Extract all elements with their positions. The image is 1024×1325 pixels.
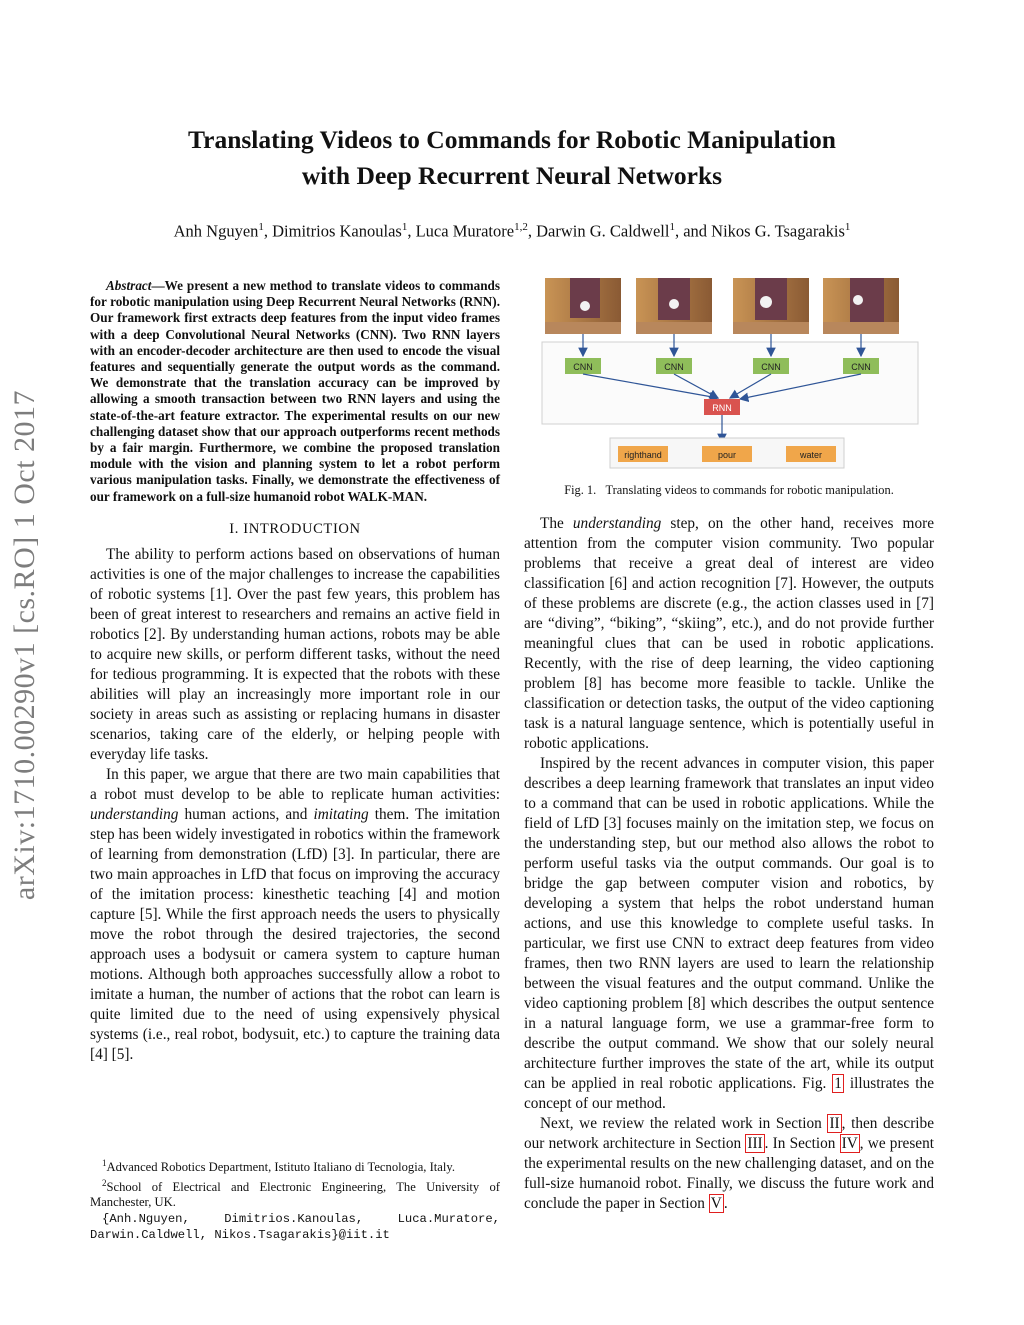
author-name: Nikos G. Tsagarakis [711, 221, 845, 241]
footnote-mark: 1 [102, 1158, 107, 1168]
author-affiliation: 1,2 [514, 221, 528, 233]
section-heading-introduction: I. INTRODUCTION [229, 520, 361, 537]
caption-label: Fig. 1. [564, 483, 597, 497]
footnote-text: School of Electrical and Electronic Engineering, The University of Manchester, UK. [90, 1179, 500, 1210]
text-run: . In Section [764, 1135, 840, 1152]
title-line-2: with Deep Recurrent Neural Networks [301, 161, 723, 190]
text-run: , we present the experimental results on the new challenging dataset, and on the full-size humanoid robot. Finally, we discuss the future work and conclude the paper in Section [524, 1135, 934, 1212]
footnote-1 [90, 1156, 500, 1176]
abstract-text: We present a new method to translate videos to commands for robotic manipulation using Deep Recurrent Neural Networks (RNN). Our framework first extracts deep features from the input video frames with a deep Convolutional Neural Networks (CNN). Two RNN layers with an encoder-decoder architecture are then used to encode the visual features and sequentially generate the output words as the command. We demonstrate that the translation accuracy can be improved by allowing a smooth transaction between two RNN layers and using the state-of-the-art feature extractor. The experimental results on our new challenging dataset show that our approach outperforms recent methods by a fair margin. Furthermore, we combine the proposed translation module with the vision and planning system to let a robot perform various manipulation tasks. Finally, we demonstrate the effectiveness of our framework on a full-size humanoid robot WALK-MAN. [90, 278, 500, 504]
abstract-label: Abstract [106, 278, 152, 293]
text-run: human actions, and [178, 805, 314, 823]
intro-paragraph-2 [90, 765, 500, 1065]
caption-text: Translating videos to commands for robotic manipulation. [605, 483, 894, 497]
figure-reference-link[interactable]: 1 [834, 1075, 842, 1092]
text-run: step, on the other hand, receives more attention from the computer vision community. Two popular problems that receive a great deal of interest are video classification [6] and action recognition [7]. However, the outputs of these problems are discrete (e.g., the action classes used in [7] are “diving”, “biking”, “skiing”, etc.), and do not provide further meaningful clues that can be used in robotic applications. Recently, with the rise of deep learning, the video captioning problem [8] has become more feasible to tackle. Unlike the classification or detection tasks, the output of the video captioning task is a natural language sentence, which is potentially useful in robotic applications. [524, 515, 934, 752]
video-frame [823, 278, 899, 334]
title-line-1: Translating Videos to Commands for Robotic Manipulation [188, 125, 836, 154]
footnote-2 [90, 1176, 500, 1211]
right-paragraph-3 [524, 1114, 934, 1214]
emphasis-understanding: understanding [572, 515, 662, 532]
author-name: Darwin G. Caldwell [536, 221, 670, 241]
right-paragraph-1 [524, 514, 934, 754]
figure-1 [540, 278, 930, 474]
author-affiliation: 1 [258, 221, 264, 233]
arxiv-identifier: arXiv:1710.00290v1 [cs.RO] 1 Oct 2017 [8, 389, 41, 901]
author-list [60, 215, 964, 244]
affiliation-footnotes [90, 1156, 500, 1244]
cnn-label: CNN [573, 362, 593, 372]
author-name: Dimitrios Kanoulas [272, 221, 402, 241]
figure-caption [524, 482, 934, 498]
output-word: pour [717, 450, 737, 460]
section-reference-link[interactable]: II [829, 1115, 840, 1132]
text-run: Inspired by the recent advances in computer vision, this paper describes a deep learning framework that translates an input video to a command that can be used in robotic applications. While the field of LfD [3] focuses mainly on the imitation step, we focus on the understanding step, but our method also allows the robot to perform useful tasks via the output commands. Our goal is to bridge the gap between computer vision and robotics, by developing a system that helps the robot understand human actions, and use this knowledge to complete useful tasks. In particular, we first use CNN to extract deep features from video frames, then two RNN layers are used to learn the relationship between the visual features and the output command. Unlike the video captioning problem [8] which describes the output sentence in a natural language form, we use a grammar-free form to describe the output command. We show that our solely neural architecture further improves the state of the art, while its output can be applied in real robotic applications. Fig. [524, 755, 934, 1092]
emphasis-imitating: imitating [313, 805, 369, 823]
output-word: righthand [624, 450, 662, 460]
section-reference-link[interactable]: IV [841, 1135, 858, 1152]
abstract [90, 278, 500, 505]
video-frame [733, 278, 809, 334]
text-run: them. The imitation step has been widely investigated in robotics within the framework of learning from demonstration (LfD) [3]. In particular, there are two main approaches in LfD that focus on improving the accuracy of the imitation process: kinesthetic teaching [4] and motion capture [5]. While the first approach needs the users to physically move the robot through the desired trajectories, the second approach uses a bodysuit or camera system to capture human motions. Although both approaches successfully allow a robot to imitate a human, the number of actions that the robot can learn is quite limited due to the need of using expensively physical systems (i.e., real robot, bodysuit, etc.) to capture the training data [4] [5]. [90, 805, 500, 1063]
author-name: Luca Muratore [415, 221, 515, 241]
text-run: Next, we review the related work in Section [540, 1115, 828, 1132]
intro-paragraph-1: The ability to perform actions based on observations of human activities is one of the major challenges to increase the capabilities of robotic systems [1]. Over the past few years, this problem has been of great interest to researchers and remains an active field in robotics [2]. By understanding human actions, robots may be able to acquire new skills, or perform different tasks, without the need for tedious programming. It is expected that the robots with these abilities will play an increasingly more important role in our society in areas such as assisting or replacing humans in disaster scenarios, taking care of the elderly, or helping people with everyday life tasks. [90, 545, 500, 763]
section-reference-link[interactable]: V [710, 1195, 722, 1212]
left-column [90, 278, 500, 1065]
footnote-mark: 2 [102, 1177, 107, 1188]
author-separator: , [263, 221, 273, 241]
footnote-text: Advanced Robotics Department, Istituto Italiano di Tecnologia, Italy. [106, 1160, 456, 1175]
email-list: {Anh.Nguyen, Dimitrios.Kanoulas, Luca.Muratore, Darwin.Caldwell, Nikos.Tsagarakis}@iit.it [90, 1211, 500, 1243]
right-column [524, 514, 934, 1214]
author-separator: , [527, 221, 537, 241]
cnn-label: CNN [761, 362, 781, 372]
author-name: Anh Nguyen [173, 221, 259, 241]
text-run: The [540, 515, 573, 532]
author-affiliation: 1 [844, 221, 851, 233]
right-paragraph-2 [524, 754, 934, 1114]
paper-title [100, 122, 924, 194]
text-run: . [723, 1195, 728, 1212]
video-frame [545, 278, 621, 334]
abstract-dash: — [151, 278, 165, 293]
figure-diagram [540, 278, 930, 474]
text-run: In this paper, we argue that there are two main capabilities that a robot must develop to be able to replicate human activities: [90, 765, 500, 803]
output-word: water [799, 450, 823, 460]
author-affiliation: 1 [669, 221, 675, 233]
author-affiliation: 1 [401, 221, 408, 233]
emphasis-understanding: understanding [90, 805, 179, 823]
author-separator: , [407, 221, 416, 241]
rnn-label: RNN [712, 403, 732, 413]
text-run: illustrates the concept of our method. [524, 1075, 934, 1112]
video-frame [636, 278, 712, 334]
section-reference-link[interactable]: III [747, 1135, 763, 1152]
cnn-label: CNN [664, 362, 684, 372]
footnote-emails [90, 1211, 500, 1244]
text-run: , then describe our network architecture in Section [524, 1115, 934, 1152]
cnn-label: CNN [851, 362, 871, 372]
author-separator: , and [674, 221, 712, 241]
